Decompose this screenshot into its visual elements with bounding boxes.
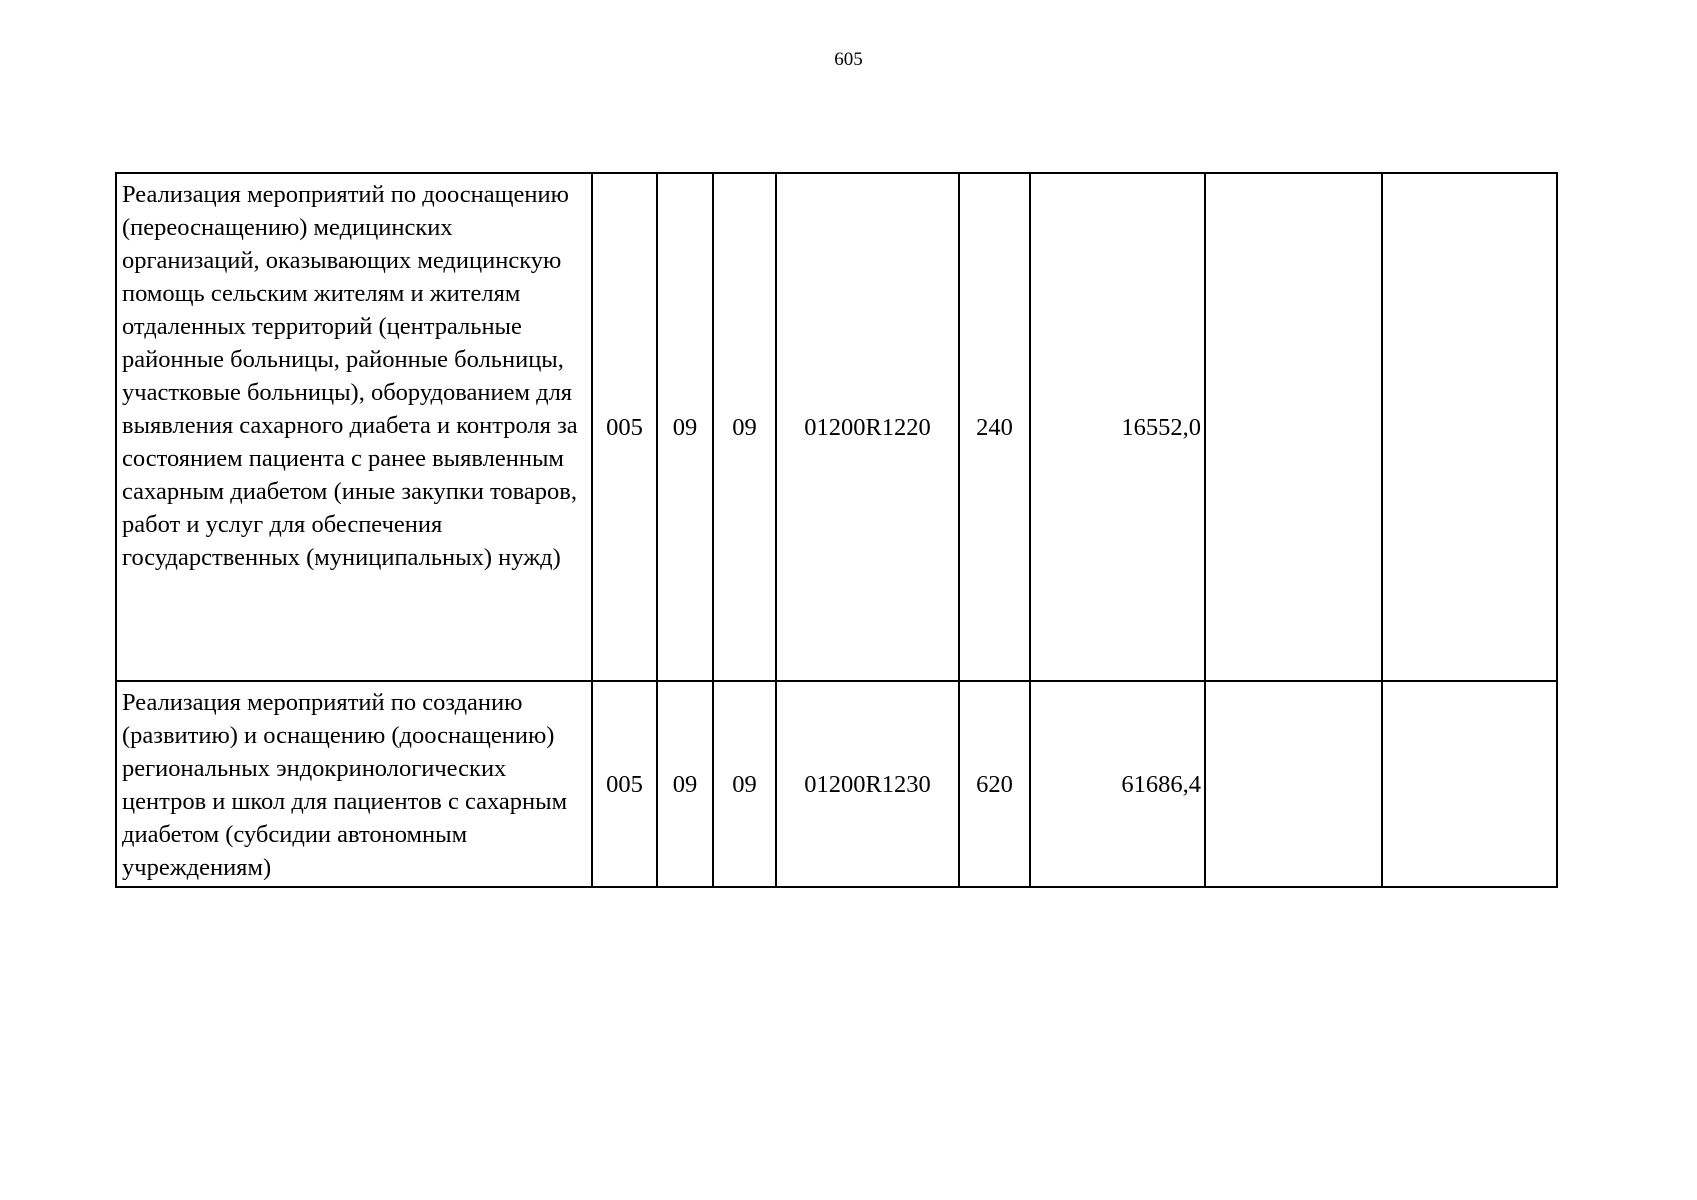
ministry-code-cell: 005 [592,173,657,681]
empty-cell [1382,681,1557,887]
page-number: 605 [834,49,863,70]
section-code-cell: 09 [657,173,713,681]
target-article-cell: 01200R1220 [776,173,959,681]
target-article-cell: 01200R1230 [776,681,959,887]
expense-type-cell: 620 [959,681,1030,887]
amount-cell: 16552,0 [1030,173,1205,681]
subsection-code-cell: 09 [713,173,776,681]
empty-cell [1205,681,1382,887]
expense-name-cell: Реализация мероприятий по дооснащению (переоснащению) медицинских организаций, оказывающих медицинскую помощь сельским жителям и жителям отдаленных территорий (центральные районные больницы, районные больницы, участковые больницы), оборудованием для выявления сахарного диабета и контроля за состоянием пациента с ранее выявленным сахарным диабетом (иные закупки товаров, работ и услуг для обеспечения государственных (муниципальных) нужд) [116,173,592,681]
empty-cell [1205,173,1382,681]
section-code-cell: 09 [657,681,713,887]
amount-cell: 61686,4 [1030,681,1205,887]
table-row [116,173,1557,681]
expense-type-cell: 240 [959,173,1030,681]
table-row [116,681,1557,887]
empty-cell [1382,173,1557,681]
ministry-code-cell: 005 [592,681,657,887]
expense-name-cell: Реализация мероприятий по созданию (развитию) и оснащению (дооснащению) региональных эндокринологических центров и школ для пациентов с сахарным диабетом (субсидии автономным учреждениям) [116,681,592,887]
subsection-code-cell: 09 [713,681,776,887]
budget-table [115,172,1558,888]
